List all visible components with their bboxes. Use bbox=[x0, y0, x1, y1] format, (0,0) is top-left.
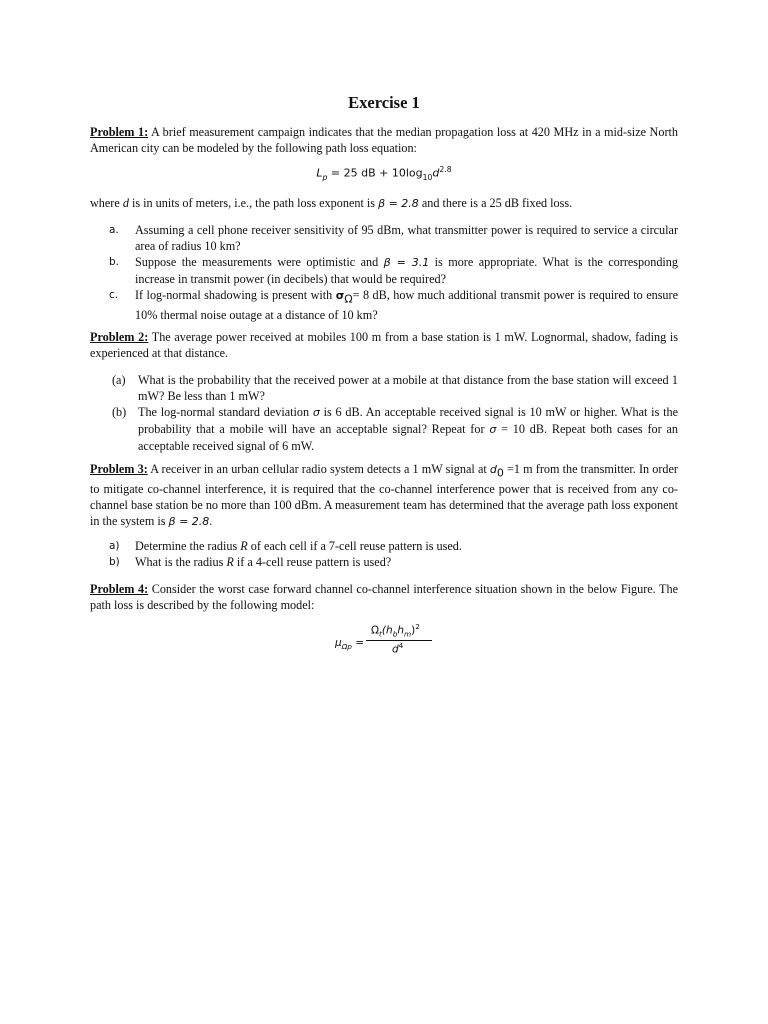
omega-symbol: Ω bbox=[371, 624, 380, 637]
d0-symbol: d bbox=[489, 463, 497, 476]
eq-lhs: L bbox=[316, 166, 323, 180]
problem-1-paragraph bbox=[90, 124, 678, 156]
mu-sub: Ωp bbox=[341, 642, 352, 652]
list-item bbox=[109, 222, 678, 254]
model-numerator bbox=[371, 622, 420, 639]
problem-2-heading: Problem 2: bbox=[90, 330, 149, 344]
eq-rhs: = 25 dB + 10log bbox=[327, 166, 423, 180]
list-item-text: Determine the radius bbox=[135, 539, 241, 553]
list-item bbox=[112, 404, 678, 454]
problem-3-paragraph bbox=[90, 461, 678, 530]
list-item-text: if a 4-cell reuse pattern is used? bbox=[233, 555, 392, 569]
radius-var: R bbox=[240, 539, 248, 553]
list-item-text: If log-normal shadowing is present with bbox=[135, 288, 336, 302]
d-symbol: d bbox=[392, 643, 399, 656]
expl-d: d bbox=[122, 196, 129, 210]
close-paren: ) bbox=[411, 624, 416, 637]
hm-symbol: h bbox=[397, 624, 405, 637]
expl-part-2: is in units of meters, i.e., the path loss exponent is bbox=[128, 196, 379, 210]
model-denominator bbox=[392, 641, 403, 656]
hm-sub: m bbox=[404, 629, 412, 639]
beta-value: β = 3.1 bbox=[383, 256, 430, 269]
sigma-sub: Ω bbox=[344, 292, 353, 306]
problem-3-text: . bbox=[209, 514, 213, 529]
list-marker: b) bbox=[109, 556, 120, 568]
mu-symbol: μ bbox=[335, 637, 342, 649]
list-item bbox=[109, 554, 678, 570]
list-item-text: What is the probability that the received power at a mobile at that distance from the base station will exceed 1 mW? Be less than 1 mW? bbox=[138, 373, 678, 403]
eq-lhs-sub: p bbox=[322, 172, 328, 182]
problem-1-heading: Problem 1: bbox=[90, 125, 149, 139]
problem-3-heading: Problem 3: bbox=[90, 462, 148, 476]
beta-value: β = 2.8 bbox=[168, 515, 210, 529]
hb-symbol: (h bbox=[381, 624, 393, 637]
radius-var: R bbox=[226, 555, 234, 569]
list-marker: a. bbox=[109, 224, 119, 236]
expl-part-3: and there is a 25 dB fixed loss. bbox=[418, 196, 573, 210]
list-item-text: is more appropriate. What is the corresponding increase in transmit power (in decibels) that would be required? bbox=[135, 255, 678, 286]
equals-sign: = bbox=[351, 637, 365, 649]
list-item-text: = 8 dB, how much additional transmit power is required to ensure 10% thermal noise outage at a distance of 10 km? bbox=[135, 288, 678, 323]
path-loss-equation bbox=[0, 165, 768, 182]
list-item bbox=[109, 287, 678, 323]
page-title: Exercise 1 bbox=[348, 93, 420, 112]
expl-part-1: where bbox=[90, 196, 123, 210]
problem-4-text: Consider the worst case forward channel co-channel interference situation shown in the below Figure. The path loss is described by the following model: bbox=[90, 582, 678, 612]
problem-2-paragraph bbox=[90, 329, 678, 361]
list-marker: (b) bbox=[112, 405, 127, 419]
sigma-symbol: σ bbox=[312, 406, 320, 419]
list-item bbox=[109, 254, 678, 287]
problem-3-text: A receiver in an urban cellular radio system detects a 1 mW signal at bbox=[147, 462, 490, 476]
problem-3-list bbox=[109, 538, 678, 570]
list-marker: (a) bbox=[112, 373, 126, 387]
problem-1-text: A brief measurement campaign indicates that the median propagation loss at 420 MHz in a mid-size North American city can be modeled by the following path loss equation: bbox=[90, 125, 678, 155]
problem-2-list bbox=[112, 372, 678, 454]
eq-rhs-sup: 2.8 bbox=[439, 165, 452, 174]
eq-rhs-var: d bbox=[432, 166, 440, 180]
sigma-symbol: σ bbox=[335, 289, 345, 302]
problem-3-text: =1 m from the transmitter. In order to mitigate co-channel interference, it is required that the co-channel interference power that is received from any co-channel base station be no more than 100 dBm. A measurement team has determined that the average path loss exponent in the system is bbox=[90, 462, 678, 529]
list-marker: b. bbox=[109, 256, 120, 268]
problem-1-explanation bbox=[90, 195, 678, 212]
problem-4-paragraph bbox=[90, 581, 678, 613]
list-item-text: Suppose the measurements were optimistic and bbox=[135, 255, 384, 269]
list-item bbox=[112, 372, 678, 404]
problem-1-list bbox=[109, 222, 678, 323]
list-item-text: The log-normal standard deviation bbox=[138, 405, 313, 419]
hb-sub: b bbox=[392, 629, 398, 639]
problem-4-heading: Problem 4: bbox=[90, 582, 149, 596]
list-item-text: Assuming a cell phone receiver sensitivity of 95 dBm, what transmitter power is required to service a circular area of radius 10 km? bbox=[135, 223, 678, 253]
expl-beta: β = 2.8 bbox=[378, 197, 419, 210]
omega-sub: t bbox=[379, 629, 382, 639]
list-item-text: = 10 dB. Repeat both cases for an acceptable received signal of 6 mW. bbox=[138, 422, 678, 453]
model-lhs bbox=[335, 637, 364, 651]
sigma-symbol: σ bbox=[489, 423, 497, 436]
problem-2-text: The average power received at mobiles 100 m from a base station is 1 mW. Lognormal, shadow, fading is experienced at that distance. bbox=[90, 330, 679, 360]
num-sup: 2 bbox=[415, 622, 420, 631]
d0-sub: 0 bbox=[496, 466, 504, 480]
list-marker: a) bbox=[109, 540, 120, 552]
list-item-text: of each cell if a 7-cell reuse pattern is used. bbox=[247, 539, 462, 553]
den-sup: 4 bbox=[398, 641, 404, 650]
eq-rhs-sub: 10 bbox=[422, 172, 433, 182]
list-marker: c. bbox=[109, 289, 119, 301]
list-item-text: is 6 dB. An acceptable received signal is 10 mW or higher. What is the probability that a mobile will have an acceptable signal? Repeat for bbox=[138, 405, 678, 436]
list-item-text: What is the radius bbox=[135, 555, 227, 569]
list-item bbox=[109, 538, 678, 554]
